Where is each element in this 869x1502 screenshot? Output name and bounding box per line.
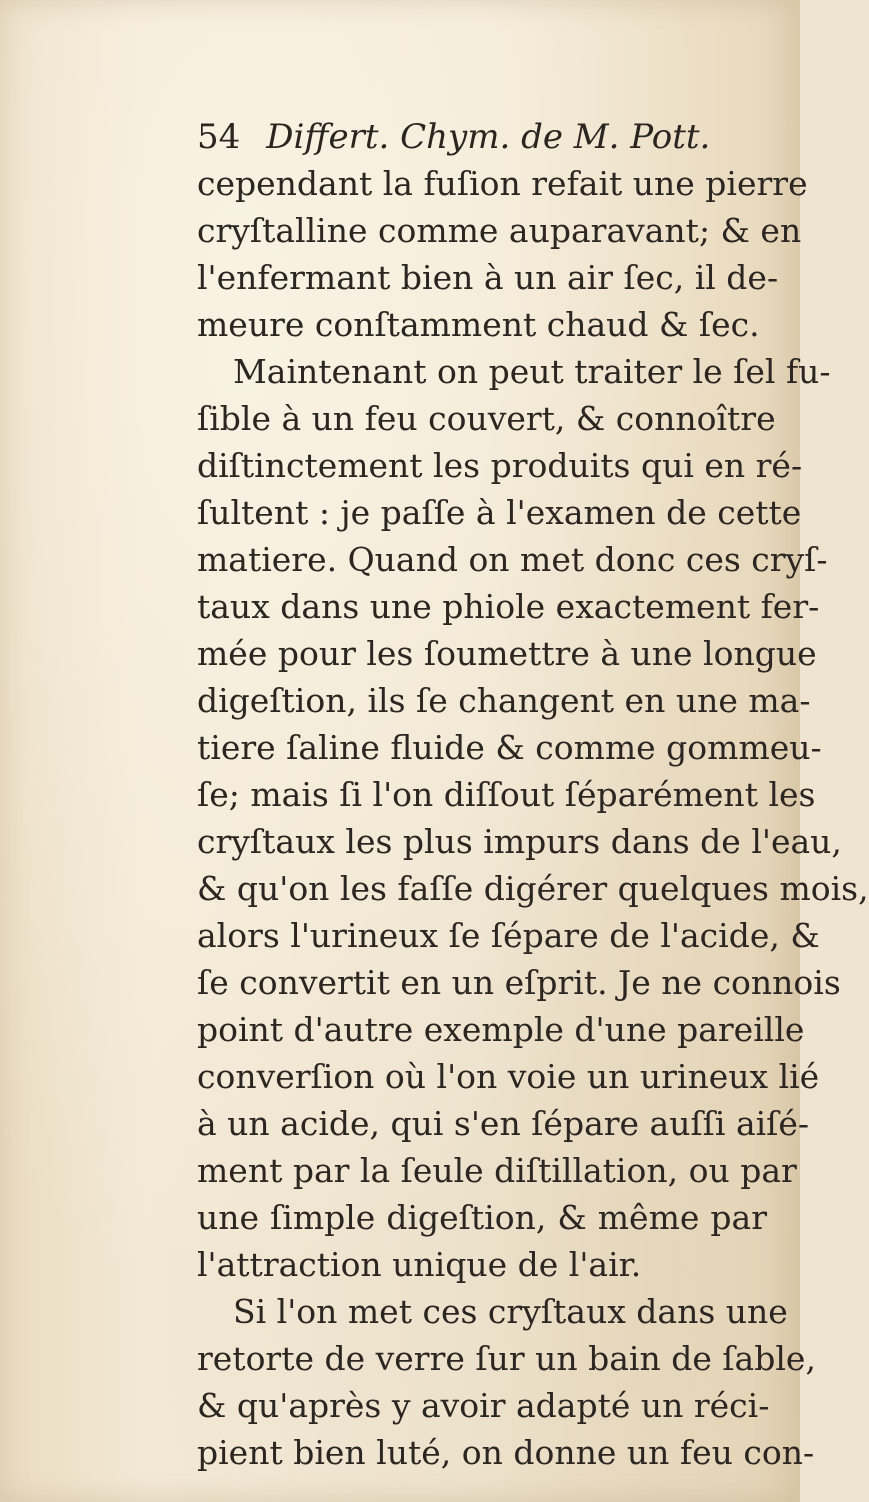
paragraph-start-line: Maintenant on peut traiter le ſel fu- (233, 352, 831, 391)
running-title: Differt. Chym. de M. Pott. (266, 117, 711, 157)
text-line: matiere. Quand on met donc ces cryſ- (197, 540, 828, 579)
text-line: converſion où l'on voie un urineux lié (197, 1057, 820, 1096)
page-header (197, 112, 757, 162)
text-line: alors l'urineux ſe ſépare de l'acide, & (197, 916, 820, 955)
text-line: cependant la fuſion refait une pierre (197, 164, 808, 203)
text-line: tiere ſaline fluide & comme gommeu- (197, 728, 822, 767)
text-line: ment par la ſeule diſtillation, ou par (197, 1151, 797, 1190)
text-line: retorte de verre ſur un bain de ſable, (197, 1339, 816, 1378)
page-number: 54 (197, 117, 241, 157)
paragraph-start-line: Si l'on met ces cryſtaux dans une (233, 1292, 788, 1331)
text-line: une ſimple digeſtion, & même par (197, 1198, 767, 1237)
text-line: pient bien luté, on donne un feu con- (197, 1433, 815, 1472)
text-line: ſe convertit en un eſprit. Je ne connois (197, 963, 841, 1002)
text-line: meure conſtamment chaud & ſec. (197, 305, 760, 344)
text-line: ſultent : je paſſe à l'examen de cette (197, 493, 802, 532)
text-line: point d'autre exemple d'une pareille (197, 1010, 805, 1049)
text-line: cryſtaux les plus impurs dans de l'eau, (197, 822, 842, 861)
text-line: & qu'après y avoir adapté un réci- (197, 1386, 770, 1425)
text-line: taux dans une phiole exactement fer- (197, 587, 820, 626)
text-line: cryſtalline comme auparavant; & en (197, 211, 802, 250)
body-text (197, 160, 869, 1476)
text-line: & qu'on les faſſe digérer quelques mois, (197, 869, 869, 908)
text-line: mée pour les ſoumettre à une longue (197, 634, 817, 673)
text-line: ſe; mais ſi l'on diſſout ſéparément les (197, 775, 816, 814)
text-line: l'enfermant bien à un air ſec, il de- (197, 258, 779, 297)
text-line: à un acide, qui s'en ſépare auſſi aiſé- (197, 1104, 810, 1143)
text-line: diſtinctement les produits qui en ré- (197, 446, 803, 485)
text-line: digeſtion, ils ſe changent en une ma- (197, 681, 811, 720)
text-line: ſible à un feu couvert, & connoître (197, 399, 776, 438)
text-line: l'attraction unique de l'air. (197, 1245, 642, 1284)
